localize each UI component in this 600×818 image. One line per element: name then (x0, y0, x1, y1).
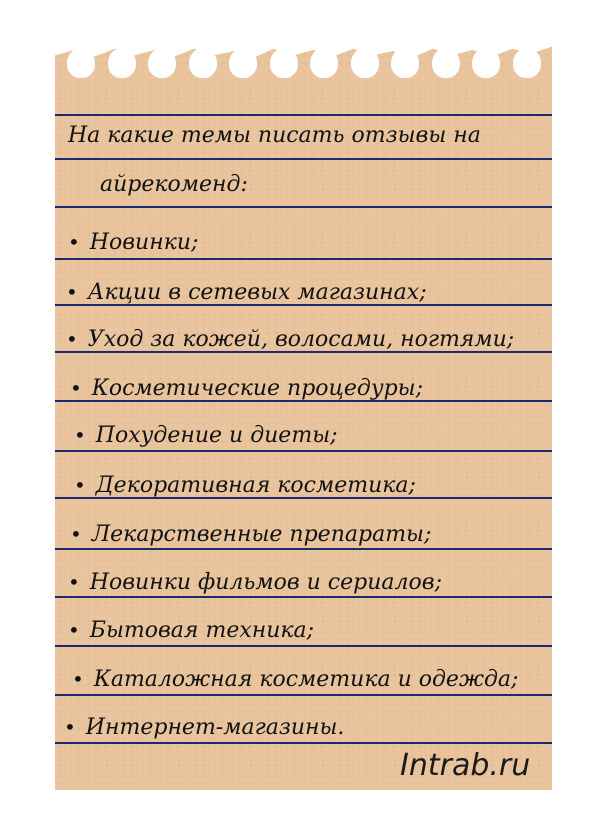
ruled-line (55, 206, 552, 208)
list-item-text: Лекарственные препараты; (91, 522, 432, 547)
list-item-text: Бытовая техника; (89, 618, 315, 643)
list-item-text: Акции в сетевых магазинах; (87, 280, 427, 305)
bullet: • (72, 667, 84, 691)
binder-hole (391, 48, 419, 78)
ruled-line (55, 114, 552, 116)
binder-hole (351, 48, 379, 78)
list-item (68, 230, 198, 255)
bullet: • (70, 522, 82, 546)
list-item (74, 423, 338, 448)
binder-hole (229, 48, 257, 78)
note-title-line1: На какие темы писать отзывы на (68, 123, 481, 148)
list-item-text: Каталожная косметика и одежда; (93, 667, 519, 692)
list-item-text: Интернет-магазины. (85, 715, 345, 740)
list-item (68, 618, 314, 643)
list-item (74, 473, 416, 498)
binder-hole (148, 48, 176, 78)
ruled-line (55, 596, 552, 598)
binder-hole (108, 48, 136, 78)
binder-hole (472, 48, 500, 78)
bullet: • (68, 230, 80, 254)
list-item-text: Похудение и диеты; (95, 423, 338, 448)
note-title-line2: айрекоменд: (100, 172, 248, 197)
bullet: • (68, 618, 80, 642)
list-item (64, 715, 344, 740)
list-item (66, 327, 514, 352)
list-item (70, 376, 423, 401)
list-item-text: Уход за кожей, волосами, ногтями; (87, 327, 515, 352)
bullet: • (66, 280, 78, 304)
list-item-text: Новинки; (89, 230, 199, 255)
list-item-text: Косметические процедуры; (91, 376, 424, 401)
bullet: • (74, 423, 86, 447)
bullet: • (64, 715, 76, 739)
binder-hole (432, 48, 460, 78)
watermark: Intrab.ru (400, 748, 531, 783)
bullet: • (68, 570, 80, 594)
binder-hole (270, 48, 298, 78)
bullet: • (74, 473, 86, 497)
ruled-line (55, 450, 552, 452)
binder-hole (513, 48, 541, 78)
list-item-text: Декоративная косметика; (95, 473, 416, 498)
ruled-line (55, 158, 552, 160)
ruled-line (55, 258, 552, 260)
ruled-line (55, 548, 552, 550)
list-item (66, 280, 427, 305)
ruled-line (55, 694, 552, 696)
bullet: • (70, 376, 82, 400)
list-item (72, 667, 518, 692)
binder-hole (310, 48, 338, 78)
list-item (68, 570, 442, 595)
list-item-text: Новинки фильмов и сериалов; (89, 570, 442, 595)
binder-hole (189, 48, 217, 78)
ruled-line (55, 742, 552, 744)
list-item (70, 522, 431, 547)
bullet: • (66, 327, 78, 351)
ruled-line (55, 645, 552, 647)
binder-hole (67, 48, 95, 78)
